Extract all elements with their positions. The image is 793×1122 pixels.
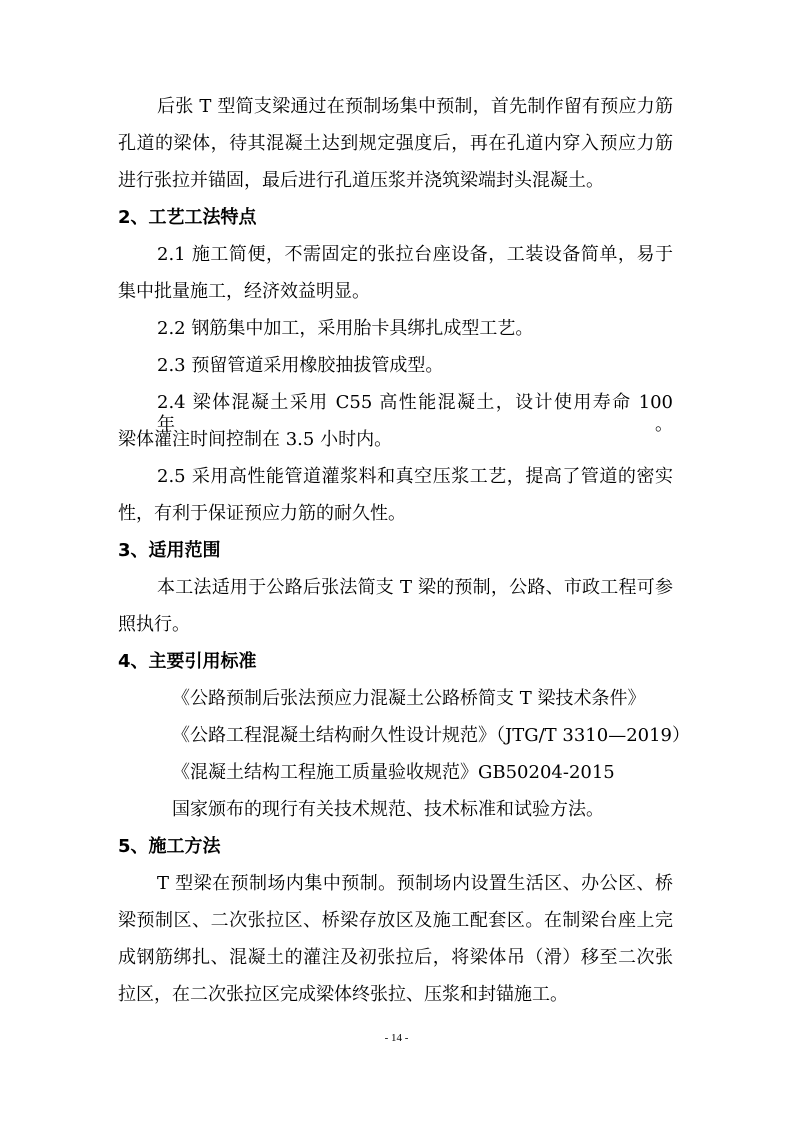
section-5-heading: 5、施工方法 <box>118 836 221 857</box>
section-3-line-1: 本工法适用于公路后张法简支 T 梁的预制，公路、市政工程可参 <box>157 577 673 598</box>
section-4-heading: 4、主要引用标准 <box>118 651 257 672</box>
section-2-item-2: 2.2 钢筋集中加工，采用胎卡具绑扎成型工艺。 <box>157 318 534 339</box>
section-3-line-2: 照执行。 <box>118 614 190 635</box>
section-2-item-3: 2.3 预留管道采用橡胶抽拔管成型。 <box>157 355 444 376</box>
intro-line-1: 后张 T 型简支梁通过在预制场集中预制，首先制作留有预应力筋 <box>157 96 673 117</box>
section-5-line-3: 成钢筋绑扎、混凝土的灌注及初张拉后，将梁体吊（滑）移至二次张 <box>118 947 673 968</box>
section-2-item-1-line-1: 2.1 施工简便，不需固定的张拉台座设备，工装设备简单，易于 <box>157 244 673 265</box>
reference-3: 《混凝土结构工程施工质量验收规范》GB50204-2015 <box>172 762 615 783</box>
section-3-heading: 3、适用范围 <box>118 540 221 561</box>
section-2-item-4-line-2: 梁体灌注时间控制在 3.5 小时内。 <box>118 429 393 450</box>
section-2-heading: 2、工艺工法特点 <box>118 207 257 228</box>
section-2-item-1-line-2: 集中批量施工，经济效益明显。 <box>118 281 370 302</box>
section-2-item-4-line-1: 2.4 梁体混凝土采用 C55 高性能混凝土，设计使用寿命 100 年。 <box>157 392 673 435</box>
section-5-line-4: 拉区，在二次张拉区完成梁体终张拉、压浆和封锚施工。 <box>118 984 568 1005</box>
intro-line-3: 进行张拉并锚固，最后进行孔道压浆并浇筑梁端封头混凝土。 <box>118 170 604 191</box>
section-2-item-5-line-1: 2.5 采用高性能管道灌浆料和真空压浆工艺，提高了管道的密实 <box>157 466 673 487</box>
reference-1: 《公路预制后张法预应力混凝土公路桥简支 T 梁技术条件》 <box>172 688 646 709</box>
section-5-line-1: T 型梁在预制场内集中预制。预制场内设置生活区、办公区、桥 <box>157 873 673 894</box>
reference-2: 《公路工程混凝土结构耐久性设计规范》（JTG/T 3310—2019） <box>172 725 691 746</box>
intro-line-2: 孔道的梁体，待其混凝土达到规定强度后，再在孔道内穿入预应力筋 <box>118 133 673 154</box>
section-5-line-2: 梁预制区、二次张拉区、桥梁存放区及施工配套区。在制梁台座上完 <box>118 910 673 931</box>
reference-4: 国家颁布的现行有关技术规范、技术标准和试验方法。 <box>172 799 604 820</box>
page-number: - 14 - <box>384 1032 409 1044</box>
section-2-item-5-line-2: 性，有利于保证预应力筋的耐久性。 <box>118 503 406 524</box>
